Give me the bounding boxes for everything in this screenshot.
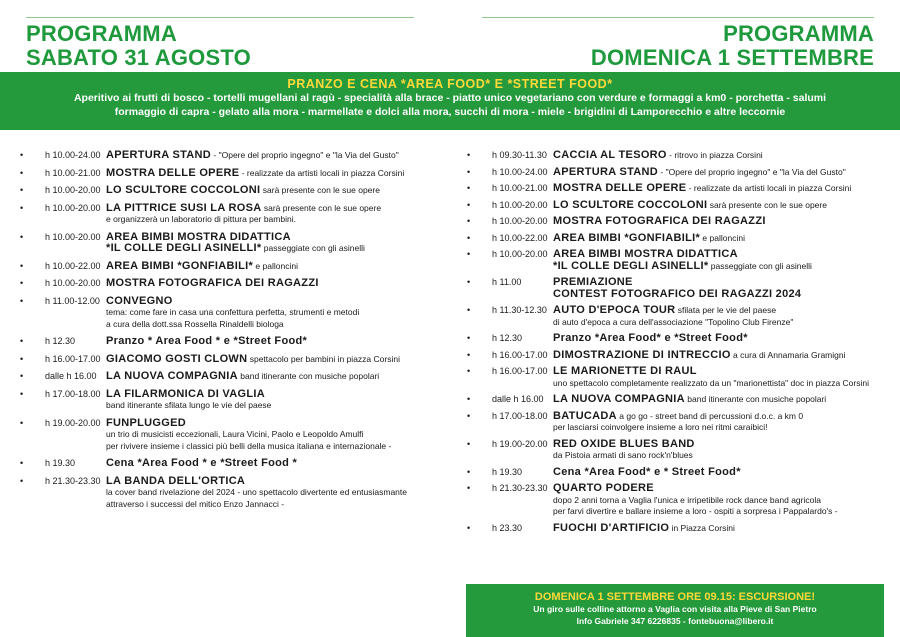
event-name: MOSTRA DELLE OPERE <box>106 166 240 179</box>
event-subline <box>553 261 887 273</box>
schedule-item <box>467 523 887 535</box>
event-time: h 11.00-12.00 <box>45 295 100 306</box>
event-detail: tema: come fare in casa una confettura perfetta, strumenti e metodi <box>106 307 360 317</box>
event-subtitle: *IL COLLE DEGLI ASINELLI* <box>106 242 262 254</box>
schedule-item <box>20 203 440 226</box>
sunday-title-line1: PROGRAMMA <box>723 21 874 46</box>
event-name: FUOCHI D'ARTIFICIO <box>553 521 670 534</box>
event-time: h 10.00-20.00 <box>492 249 548 259</box>
event-name: AREA BIMBI MOSTRA DIDATTICA <box>553 248 738 260</box>
event-detail: dopo 2 anni torna a Vaglia l'unica e irripetibile rock dance band agricola <box>553 494 821 505</box>
event-desc: band itinerante con musiche popolari <box>237 371 380 381</box>
event-time: h 10.00-20.00 <box>492 199 548 210</box>
schedule-item <box>467 249 887 272</box>
bullet-icon: • <box>467 249 471 259</box>
event-name: MOSTRA FOTOGRAFICA DEI RAGAZZI <box>106 277 319 289</box>
food-banner <box>0 72 900 130</box>
event-desc: sarà presente con le sue opere <box>707 199 827 210</box>
event-detail: un trio di musicisti eccezionali, Laura Vicini, Paolo e Leopoldo Amulfi <box>106 429 364 439</box>
event-time: h 19.30 <box>492 466 523 477</box>
schedule-item <box>20 418 440 453</box>
bullet-icon: • <box>467 438 471 449</box>
schedule-item <box>467 305 887 328</box>
schedule-item <box>20 168 440 180</box>
schedule-item <box>467 411 887 434</box>
event-desc: e palloncini <box>253 260 298 271</box>
schedule-item <box>20 185 440 197</box>
divider-left <box>26 17 414 18</box>
bullet-icon: • <box>467 522 471 533</box>
schedule-item <box>20 371 440 383</box>
event-detail: attraverso i successi del mitico Enzo Jannacci - <box>106 498 285 509</box>
event-desc: spettacolo per bambini in piazza Corsini <box>247 353 400 364</box>
event-headline <box>106 389 440 401</box>
event-desc: in Piazza Corsini <box>669 522 735 533</box>
event-headline <box>553 439 887 451</box>
event-name: LA NUOVA COMPAGNIA <box>106 370 238 382</box>
bullet-icon: • <box>20 353 24 364</box>
bullet-icon: • <box>467 366 471 376</box>
schedule-item <box>467 277 887 300</box>
food-banner-line1: Aperitivo ai frutti di bosco - tortelli mugellani al ragù - specialità alla brace - piatto unico vegetariano con verdure e formaggi a km0 - porchetta - salumi <box>73 92 827 104</box>
event-headline <box>106 354 440 366</box>
event-time: h 16.00-17.00 <box>492 366 548 376</box>
event-desc: e palloncini <box>700 232 745 243</box>
event-name: AUTO D'EPOCA TOUR <box>553 304 676 316</box>
event-desc: sfilata per le vie del paese <box>675 305 777 315</box>
event-detail: per lasciarsi coinvolgere insieme a loro nei ritmi caraibici! <box>553 422 768 432</box>
event-headline <box>553 467 887 479</box>
bullet-icon: • <box>467 166 471 177</box>
event-time: h 10.00-20.00 <box>45 202 101 213</box>
schedule-item <box>467 233 887 245</box>
event-time: h 17.00-18.00 <box>45 388 101 399</box>
bullet-icon: • <box>20 278 24 288</box>
event-headline <box>553 150 887 162</box>
event-headline <box>553 394 887 406</box>
sunday-title <box>591 22 874 70</box>
event-time: h 10.00-20.00 <box>492 216 548 226</box>
schedule-item <box>467 216 887 228</box>
event-time: h 17.00-18.00 <box>492 410 548 421</box>
sunday-title-line2: DOMENICA 1 SETTEMBRE <box>590 45 874 70</box>
event-detail: e organizzerà un laboratorio di pittura per bambini. <box>106 214 296 224</box>
saturday-schedule <box>20 150 440 516</box>
event-headline <box>106 418 440 430</box>
saturday-title <box>26 22 251 70</box>
event-desc: - ritrovo in piazza Corsini <box>666 150 763 160</box>
event-name: LA FILARMONICA DI VAGLIA <box>106 387 265 400</box>
event-time: h 16.00-17.00 <box>45 353 101 364</box>
event-desc: a cura di Annamaria Gramigni <box>730 349 846 360</box>
event-time: h 21.30-23.30 <box>45 475 101 486</box>
excursion-title: DOMENICA 1 SETTEMBRE ORE 09.15: ESCURSIONE! <box>534 591 816 603</box>
event-time: h 10.00-22.00 <box>492 232 548 243</box>
food-banner-line2: formaggio di capra - gelato alla mora - marmellate e dolci alla mora, succhi di mora - miele - brigidini di Lamporecchio e altre leccornie <box>114 106 786 118</box>
event-name: RED OXIDE BLUES BAND <box>553 437 695 450</box>
bullet-icon: • <box>20 371 24 381</box>
event-headline <box>106 371 440 383</box>
event-desc: a go go - street band di percussioni d.o.c. a km 0 <box>616 410 804 421</box>
schedule-item <box>467 183 887 195</box>
excursion-line1: Un giro sulle colline attorno a Vaglia con visita alla Pieve di San Pietro <box>533 604 817 614</box>
event-headline <box>106 278 440 290</box>
event-subline <box>106 243 440 255</box>
schedule-item <box>20 389 440 412</box>
event-headline <box>106 150 440 162</box>
event-time: h 21.30-23.30 <box>492 483 548 493</box>
event-time: h 10.00-20.00 <box>45 231 101 242</box>
bullet-icon: • <box>20 231 24 242</box>
bullet-icon: • <box>467 199 471 210</box>
event-name: QUARTO PODERE <box>553 482 654 494</box>
event-headline <box>106 203 440 215</box>
event-name: GIACOMO GOSTI CLOWN <box>106 352 248 365</box>
schedule-item <box>467 350 887 362</box>
schedule-item <box>467 167 887 179</box>
bullet-icon: • <box>20 202 24 213</box>
schedule-item <box>20 354 440 366</box>
event-name: APERTURA STAND <box>106 149 212 161</box>
event-desc: sarà presente con le sue opere <box>261 202 382 213</box>
schedule-item <box>467 333 887 345</box>
event-name: BATUCADA <box>553 409 617 422</box>
bullet-icon: • <box>467 150 471 160</box>
event-name: Cena *Area Food * e *Street Food * <box>106 457 298 469</box>
event-headline <box>553 183 887 195</box>
event-name: DIMOSTRAZIONE DI INTRECCIO <box>553 348 731 361</box>
event-name: CACCIA AL TESORO <box>553 149 667 161</box>
schedule-item <box>467 439 887 462</box>
event-desc: - "Opere del proprio ingegno" e "la Via del Gusto" <box>211 150 399 160</box>
event-detail: a cura della dott.ssa Rossella Rinaldelli biologa <box>106 318 284 329</box>
bullet-icon: • <box>467 333 471 343</box>
schedule-item <box>20 278 440 290</box>
event-headline <box>106 458 440 470</box>
event-subtitle: CONTEST FOTOGRAFICO DEI RAGAZZI 2024 <box>553 287 802 300</box>
event-time: h 10.00-24.00 <box>492 166 548 177</box>
event-name: MOSTRA DELLE OPERE <box>553 182 687 194</box>
bullet-icon: • <box>20 458 24 468</box>
bullet-icon: • <box>467 483 471 493</box>
bullet-icon: • <box>467 277 471 287</box>
event-name: LE MARIONETTE DI RAUL <box>553 365 697 377</box>
event-detail: band itinerante sfilata lungo le vie del paese <box>106 400 272 410</box>
event-time: dalle h 16.00 <box>492 394 544 404</box>
event-time: h 10.00-22.00 <box>45 260 101 271</box>
event-detail: di auto d'epoca a cura dell'associazione "Topolino Club Firenze" <box>553 316 794 327</box>
event-time: h 23.30 <box>492 522 523 533</box>
schedule-item <box>467 150 887 162</box>
event-headline <box>106 336 440 348</box>
schedule-item <box>20 261 440 273</box>
event-desc: band itinerante con musiche popolari <box>684 394 827 404</box>
event-time: h 10.00-21.00 <box>45 167 101 178</box>
schedule-item <box>467 467 887 479</box>
event-headline <box>553 200 887 212</box>
schedule-item <box>20 336 440 348</box>
schedule-item <box>20 296 440 331</box>
schedule-item <box>20 476 440 511</box>
event-headline <box>106 261 440 273</box>
event-detail: la cover band rivelazione del 2024 - uno spettacolo divertente ed entusiasmante <box>106 487 407 497</box>
bullet-icon: • <box>20 295 24 306</box>
event-time: h 10.00-21.00 <box>492 183 548 193</box>
event-name: APERTURA STAND <box>553 165 659 178</box>
bullet-icon: • <box>467 394 471 404</box>
event-name: MOSTRA FOTOGRAFICA DEI RAGAZZI <box>553 215 766 227</box>
event-time: h 19.00-20.00 <box>492 438 548 449</box>
excursion-contact: Info Gabriele 347 6226835 - fontebuona@libero.it <box>576 616 774 626</box>
sunday-schedule <box>467 150 887 539</box>
event-name: LO SCULTORE COCCOLONI <box>106 184 261 196</box>
event-subline <box>553 289 887 301</box>
event-headline <box>553 350 887 362</box>
event-detail: da Pistoia armati di sano rock'n'blues <box>553 450 693 460</box>
bullet-icon: • <box>20 260 24 271</box>
saturday-title-line2: SABATO 31 AGOSTO <box>26 45 251 70</box>
event-time: h 12.30 <box>492 333 523 343</box>
event-name: AREA BIMBI MOSTRA DIDATTICA <box>106 230 291 243</box>
event-headline <box>553 333 887 345</box>
event-detail: per rivivere insieme i classici più belli della musica italiana e internazionale - <box>106 440 392 451</box>
schedule-item <box>20 458 440 470</box>
event-headline <box>553 216 887 228</box>
event-detail: per farvi divertire e ballare insieme a loro - ospiti a sorpresa i Pappalardo's - <box>553 506 838 516</box>
event-name: LO SCULTORE COCCOLONI <box>553 198 708 211</box>
divider-right <box>482 17 874 18</box>
schedule-item <box>467 394 887 406</box>
event-headline <box>553 483 887 495</box>
event-name: AREA BIMBI *GONFIABILI* <box>106 259 254 272</box>
event-name: FUNPLUGGED <box>106 416 186 429</box>
bullet-icon: • <box>467 216 471 226</box>
bullet-icon: • <box>20 185 24 195</box>
event-headline <box>553 167 887 179</box>
event-time: h 11.00 <box>492 277 522 287</box>
bullet-icon: • <box>20 475 24 486</box>
bullet-icon: • <box>20 417 24 428</box>
excursion-box <box>466 584 884 637</box>
schedule-item <box>467 483 887 518</box>
schedule-item <box>20 150 440 162</box>
event-headline <box>553 411 887 423</box>
schedule-item <box>20 232 440 255</box>
event-desc: - realizzate da artisti locali in piazza Corsini <box>239 167 405 178</box>
event-desc: - "Opere del proprio ingegno" e "la Via del Gusto" <box>658 166 846 177</box>
event-headline <box>553 366 887 378</box>
event-name: LA PITTRICE SUSI LA ROSA <box>106 201 262 214</box>
bullet-icon: • <box>467 349 471 360</box>
event-detail: uno spettacolo completamente realizzato da un "marionettista" doc in piazza Corsini <box>553 377 869 388</box>
event-headline <box>106 296 440 308</box>
event-name: Pranzo *Area Food* e *Street Food* <box>553 332 748 344</box>
bullet-icon: • <box>20 150 24 160</box>
event-desc: - realizzate da artisti locali in piazza Corsini <box>686 183 852 193</box>
event-name: Cena *Area Food* e * Street Food* <box>553 465 741 478</box>
event-time: h 10.00-24.00 <box>45 150 101 160</box>
bullet-icon: • <box>20 336 24 346</box>
event-name: CONVEGNO <box>106 294 173 307</box>
event-headline <box>553 523 887 535</box>
bullet-icon: • <box>467 466 471 477</box>
food-banner-title: PRANZO E CENA *AREA FOOD* E *STREET FOOD* <box>287 77 613 91</box>
event-name: AREA BIMBI *GONFIABILI* <box>553 231 701 244</box>
event-headline <box>106 185 440 197</box>
bullet-icon: • <box>467 410 471 421</box>
saturday-title-line1: PROGRAMMA <box>26 21 177 46</box>
event-subdesc: passeggiate con gli asinelli <box>708 260 812 271</box>
event-headline <box>553 233 887 245</box>
event-headline <box>106 476 440 488</box>
event-time: h 10.00-20.00 <box>45 185 101 195</box>
event-time: h 10.00-20.00 <box>45 278 101 288</box>
event-name: LA BANDA DELL'ORTICA <box>106 474 246 487</box>
event-time: h 11.30-12.30 <box>492 305 547 315</box>
event-time: h 19.30 <box>45 458 76 468</box>
event-time: h 09.30-11.30 <box>492 150 547 160</box>
event-name: Pranzo * Area Food * e *Street Food* <box>106 335 308 347</box>
bullet-icon: • <box>20 388 24 399</box>
bullet-icon: • <box>467 183 471 193</box>
event-headline <box>553 305 887 317</box>
event-headline <box>106 168 440 180</box>
schedule-item <box>467 366 887 389</box>
bullet-icon: • <box>467 305 471 315</box>
event-subdesc: passeggiate con gli asinelli <box>261 243 365 253</box>
bullet-icon: • <box>467 232 471 243</box>
event-name: LA NUOVA COMPAGNIA <box>553 393 685 405</box>
event-time: h 16.00-17.00 <box>492 349 548 360</box>
event-desc: sarà presente con le sue opere <box>260 185 380 195</box>
event-subtitle: *IL COLLE DEGLI ASINELLI* <box>553 259 709 272</box>
event-time: dalle h 16.00 <box>45 371 97 381</box>
event-time: h 12.30 <box>45 336 76 346</box>
schedule-item <box>467 200 887 212</box>
event-time: h 19.00-20.00 <box>45 417 101 428</box>
event-name: PREMIAZIONE <box>553 276 633 288</box>
bullet-icon: • <box>20 167 24 178</box>
